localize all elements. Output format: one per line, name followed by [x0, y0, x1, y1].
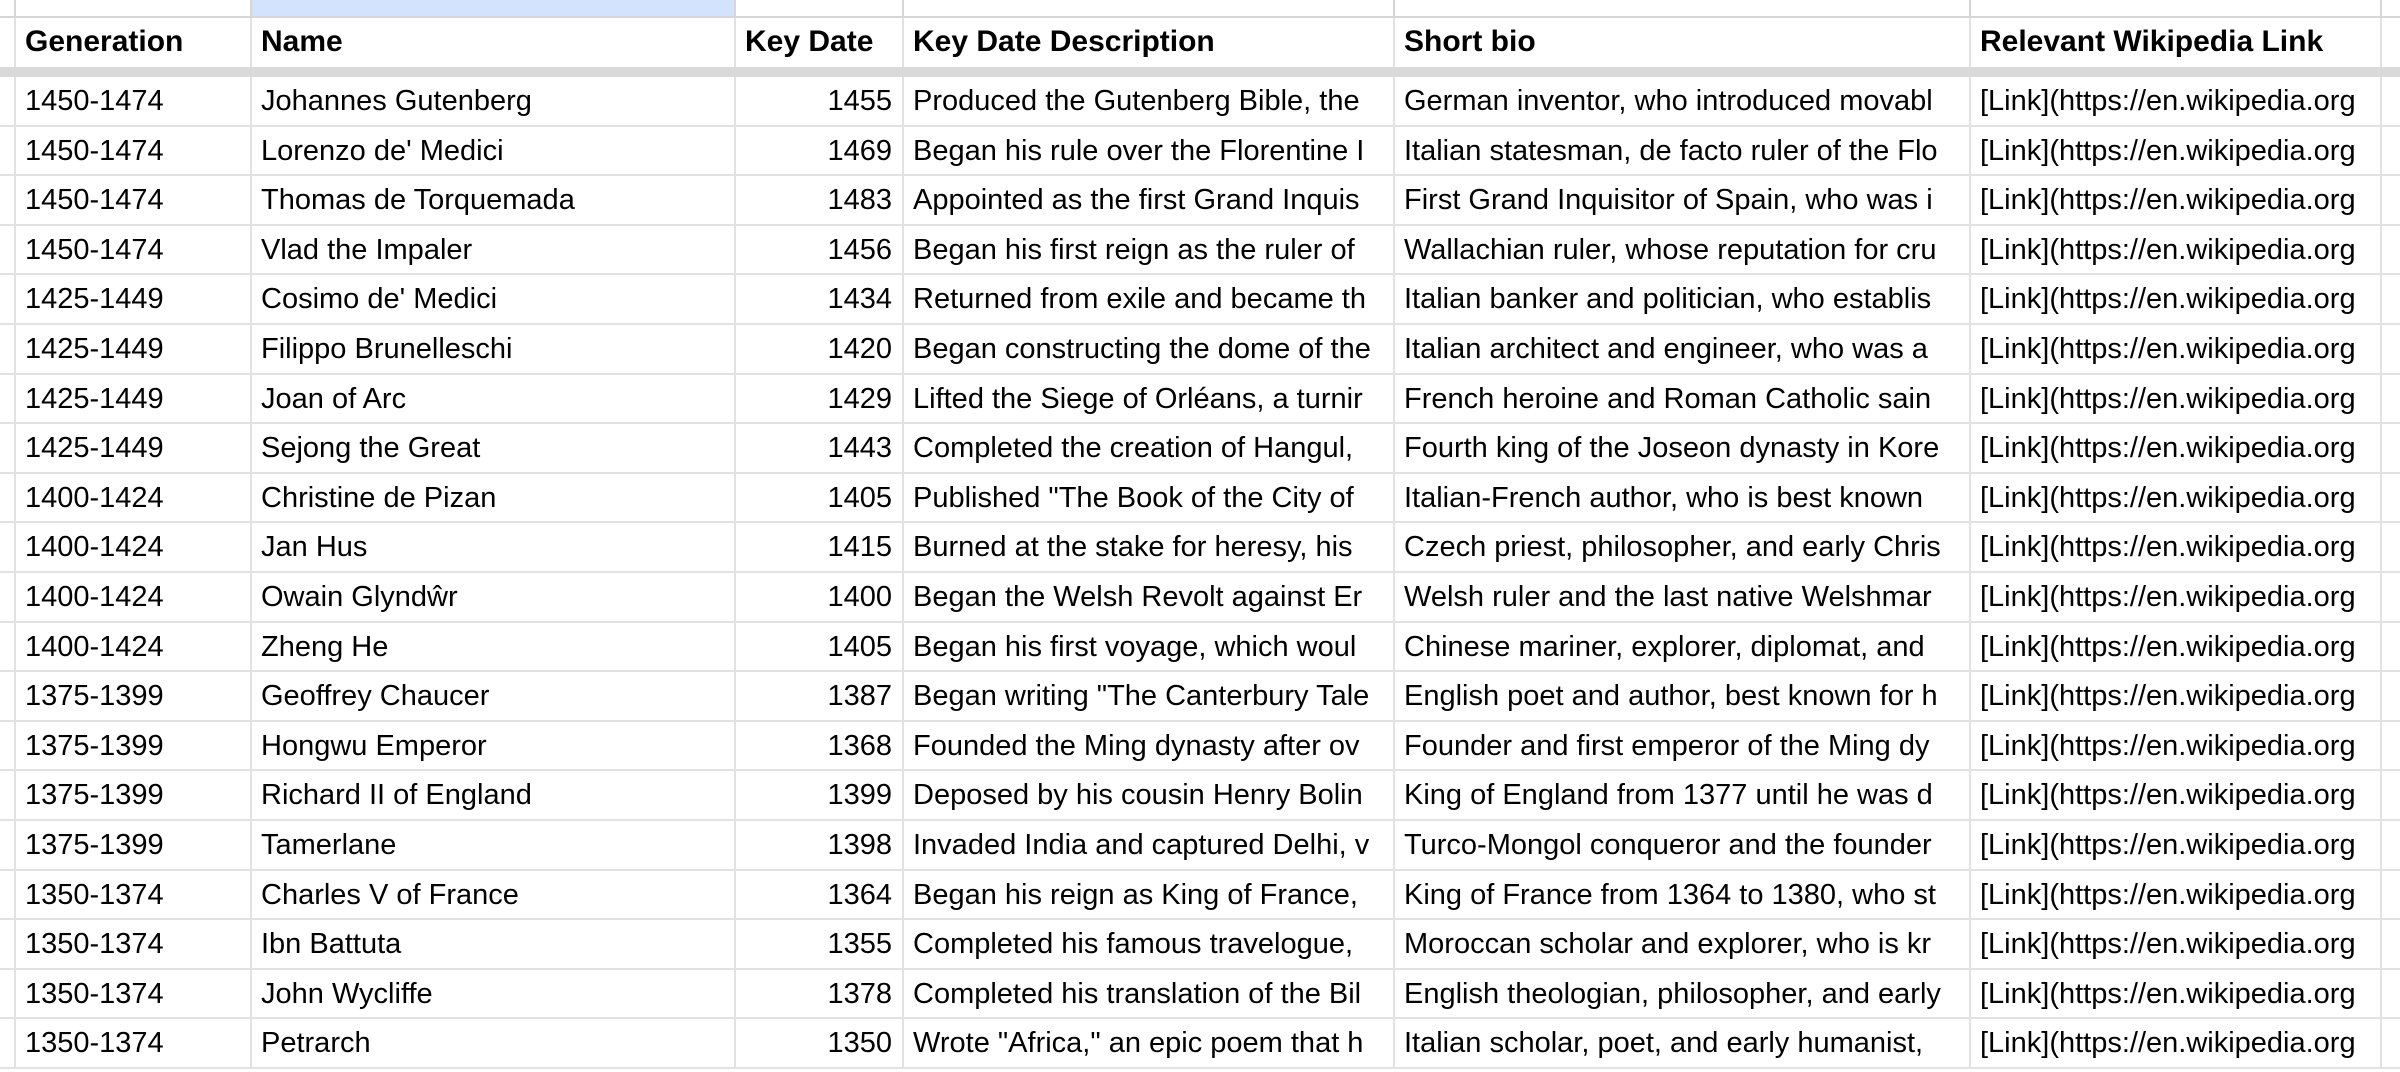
table-row [0, 474, 2400, 524]
cell-empty[interactable] [2382, 672, 2400, 720]
column-header-d[interactable] [904, 0, 1395, 16]
cell-key-date[interactable]: 1387 [736, 672, 904, 720]
cell-wikipedia-link[interactable]: [Link](https://en.wikipedia.org [1971, 325, 2382, 373]
cell-wikipedia-link[interactable]: [Link](https://en.wikipedia.org [1971, 424, 2382, 472]
column-header-strip [0, 0, 2400, 18]
header-cell-wikipedia-link[interactable]: Relevant Wikipedia Link [1971, 18, 2382, 67]
cell-wikipedia-link[interactable]: [Link](https://en.wikipedia.org [1971, 722, 2382, 770]
table-row [0, 1019, 2400, 1069]
row-number-gutter[interactable] [0, 970, 16, 1018]
cell-key-date-description[interactable]: Produced the Gutenberg Bible, the [904, 77, 1395, 125]
table-row [0, 325, 2400, 375]
cell-short-bio[interactable]: Italian statesman, de facto ruler of the Flo [1395, 127, 1971, 175]
cell-short-bio[interactable]: German inventor, who introduced movabl [1395, 77, 1971, 125]
column-header-b-selected[interactable] [252, 0, 736, 16]
row-number-gutter[interactable] [0, 176, 16, 224]
column-header-a[interactable] [16, 0, 252, 16]
cell-name[interactable]: Richard II of England [252, 771, 736, 819]
cell-name[interactable]: John Wycliffe [252, 970, 736, 1018]
cell-name[interactable]: Petrarch [252, 1019, 736, 1067]
cell-wikipedia-link[interactable]: [Link](https://en.wikipedia.org [1971, 920, 2382, 968]
cell-short-bio[interactable]: Welsh ruler and the last native Welshmar [1395, 573, 1971, 621]
cell-short-bio[interactable]: Italian architect and engineer, who was a [1395, 325, 1971, 373]
cell-short-bio[interactable]: English theologian, philosopher, and early [1395, 970, 1971, 1018]
cell-name[interactable]: Johannes Gutenberg [252, 77, 736, 125]
cell-key-date[interactable]: 1398 [736, 821, 904, 869]
row-number-gutter[interactable] [0, 672, 16, 720]
cell-generation[interactable]: 1400-1424 [16, 523, 252, 571]
row-number-gutter[interactable] [0, 375, 16, 423]
cell-key-date[interactable]: 1405 [736, 474, 904, 522]
cell-wikipedia-link[interactable]: [Link](https://en.wikipedia.org [1971, 474, 2382, 522]
cell-wikipedia-link[interactable]: [Link](https://en.wikipedia.org [1971, 871, 2382, 919]
cell-empty[interactable] [2382, 771, 2400, 819]
cell-wikipedia-link[interactable]: [Link](https://en.wikipedia.org [1971, 771, 2382, 819]
cell-short-bio[interactable]: Fourth king of the Joseon dynasty in Kore [1395, 424, 1971, 472]
frozen-row-divider[interactable] [0, 67, 2400, 77]
cell-short-bio[interactable]: English poet and author, best known for h [1395, 672, 1971, 720]
row-number-gutter[interactable] [0, 920, 16, 968]
cell-name[interactable]: Filippo Brunelleschi [252, 325, 736, 373]
header-cell-key-date[interactable]: Key Date [736, 18, 904, 67]
cell-key-date-description[interactable]: Burned at the stake for heresy, his [904, 523, 1395, 571]
cell-name[interactable]: Ibn Battuta [252, 920, 736, 968]
cell-empty[interactable] [2382, 474, 2400, 522]
cell-empty[interactable] [2382, 573, 2400, 621]
cell-key-date[interactable]: 1405 [736, 623, 904, 671]
cell-short-bio[interactable]: Czech priest, philosopher, and early Chris [1395, 523, 1971, 571]
cell-key-date[interactable]: 1368 [736, 722, 904, 770]
cell-key-date-description[interactable]: Began his rule over the Florentine I [904, 127, 1395, 175]
cell-generation[interactable]: 1375-1399 [16, 672, 252, 720]
row-number-gutter[interactable] [0, 623, 16, 671]
cell-generation[interactable]: 1400-1424 [16, 573, 252, 621]
cell-key-date[interactable]: 1415 [736, 523, 904, 571]
cell-key-date[interactable]: 1456 [736, 226, 904, 274]
cell-name[interactable]: Charles V of France [252, 871, 736, 919]
cell-wikipedia-link[interactable]: [Link](https://en.wikipedia.org [1971, 672, 2382, 720]
cell-key-date[interactable]: 1429 [736, 375, 904, 423]
cell-wikipedia-link[interactable]: [Link](https://en.wikipedia.org [1971, 176, 2382, 224]
cell-key-date-description[interactable]: Published "The Book of the City of [904, 474, 1395, 522]
cell-name[interactable]: Hongwu Emperor [252, 722, 736, 770]
header-cell-short-bio[interactable]: Short bio [1395, 18, 1971, 67]
cell-short-bio[interactable]: Italian banker and politician, who establis [1395, 275, 1971, 323]
column-header-g[interactable] [2382, 0, 2400, 16]
cell-key-date[interactable]: 1400 [736, 573, 904, 621]
cell-key-date[interactable]: 1434 [736, 275, 904, 323]
row-number-gutter[interactable] [0, 18, 16, 67]
cell-wikipedia-link[interactable]: [Link](https://en.wikipedia.org [1971, 970, 2382, 1018]
cell-wikipedia-link[interactable]: [Link](https://en.wikipedia.org [1971, 821, 2382, 869]
table-row [0, 77, 2400, 127]
cell-short-bio[interactable]: Italian scholar, poet, and early humanist, [1395, 1019, 1971, 1067]
cell-name[interactable]: Tamerlane [252, 821, 736, 869]
row-number-gutter[interactable] [0, 523, 16, 571]
row-number-gutter[interactable] [0, 722, 16, 770]
cell-wikipedia-link[interactable]: [Link](https://en.wikipedia.org [1971, 573, 2382, 621]
cell-short-bio[interactable]: Turco-Mongol conqueror and the founder [1395, 821, 1971, 869]
column-header-c[interactable] [736, 0, 904, 16]
cell-key-date-description[interactable]: Invaded India and captured Delhi, v [904, 821, 1395, 869]
cell-generation[interactable]: 1400-1424 [16, 623, 252, 671]
row-number-gutter[interactable] [0, 474, 16, 522]
table-row [0, 176, 2400, 226]
cell-generation[interactable]: 1350-1374 [16, 1019, 252, 1067]
cell-empty[interactable] [2382, 1019, 2400, 1067]
row-number-gutter[interactable] [0, 1019, 16, 1067]
cell-generation[interactable]: 1425-1449 [16, 325, 252, 373]
cell-generation[interactable]: 1450-1474 [16, 176, 252, 224]
cell-empty[interactable] [2382, 424, 2400, 472]
cell-key-date[interactable]: 1455 [736, 77, 904, 125]
cell-key-date-description[interactable]: Appointed as the first Grand Inquis [904, 176, 1395, 224]
cell-key-date-description[interactable]: Founded the Ming dynasty after ov [904, 722, 1395, 770]
table-row [0, 424, 2400, 474]
cell-empty[interactable] [2382, 871, 2400, 919]
row-number-gutter[interactable] [0, 771, 16, 819]
cell-key-date-description[interactable]: Completed his famous travelogue, [904, 920, 1395, 968]
table-row [0, 722, 2400, 772]
table-row [0, 771, 2400, 821]
cell-key-date-description[interactable]: Completed his translation of the Bil [904, 970, 1395, 1018]
cell-key-date-description[interactable]: Completed the creation of Hangul, [904, 424, 1395, 472]
row-number-gutter[interactable] [0, 226, 16, 274]
row-number-gutter[interactable] [0, 325, 16, 373]
cell-short-bio[interactable]: Moroccan scholar and explorer, who is kr [1395, 920, 1971, 968]
cell-key-date[interactable]: 1355 [736, 920, 904, 968]
cell-empty[interactable] [2382, 275, 2400, 323]
table-row [0, 523, 2400, 573]
table-row [0, 375, 2400, 425]
cell-generation[interactable]: 1450-1474 [16, 77, 252, 125]
cell-empty[interactable] [2382, 176, 2400, 224]
header-cell-key-date-description[interactable]: Key Date Description [904, 18, 1395, 67]
column-header-f[interactable] [1971, 0, 2382, 16]
table-row [0, 127, 2400, 177]
table-row [0, 623, 2400, 673]
row-number-gutter[interactable] [0, 871, 16, 919]
header-row [0, 18, 2400, 67]
header-cell-generation[interactable]: Generation [16, 18, 252, 67]
cell-empty[interactable] [2382, 127, 2400, 175]
cell-generation[interactable]: 1425-1449 [16, 375, 252, 423]
cell-key-date[interactable]: 1420 [736, 325, 904, 373]
cell-short-bio[interactable]: First Grand Inquisitor of Spain, who was i [1395, 176, 1971, 224]
cell-key-date[interactable]: 1469 [736, 127, 904, 175]
cell-wikipedia-link[interactable]: [Link](https://en.wikipedia.org [1971, 523, 2382, 571]
cell-empty[interactable] [2382, 523, 2400, 571]
row-number-gutter[interactable] [0, 821, 16, 869]
table-row [0, 970, 2400, 1020]
select-all-corner[interactable] [0, 0, 16, 16]
cell-key-date[interactable]: 1443 [736, 424, 904, 472]
cell-name[interactable]: Zheng He [252, 623, 736, 671]
cell-empty[interactable] [2382, 970, 2400, 1018]
cell-wikipedia-link[interactable]: [Link](https://en.wikipedia.org [1971, 275, 2382, 323]
row-number-gutter[interactable] [0, 424, 16, 472]
cell-key-date-description[interactable]: Began his first reign as the ruler of [904, 226, 1395, 274]
cell-wikipedia-link[interactable]: [Link](https://en.wikipedia.org [1971, 375, 2382, 423]
cell-generation[interactable]: 1375-1399 [16, 821, 252, 869]
cell-key-date-description[interactable]: Began the Welsh Revolt against Er [904, 573, 1395, 621]
cell-name[interactable]: Geoffrey Chaucer [252, 672, 736, 720]
cell-key-date[interactable]: 1483 [736, 176, 904, 224]
header-cell-empty[interactable] [2382, 18, 2400, 67]
table-row [0, 275, 2400, 325]
cell-short-bio[interactable]: Italian-French author, who is best known [1395, 474, 1971, 522]
table-row [0, 920, 2400, 970]
row-number-gutter[interactable] [0, 275, 16, 323]
cell-name[interactable]: Owain Glyndŵr [252, 573, 736, 621]
table-row [0, 821, 2400, 871]
cell-short-bio[interactable]: French heroine and Roman Catholic sain [1395, 375, 1971, 423]
column-header-e[interactable] [1395, 0, 1971, 16]
cell-generation[interactable]: 1425-1449 [16, 424, 252, 472]
cell-empty[interactable] [2382, 325, 2400, 373]
cell-generation[interactable]: 1450-1474 [16, 226, 252, 274]
table-row [0, 573, 2400, 623]
cell-empty[interactable] [2382, 722, 2400, 770]
cell-generation[interactable]: 1350-1374 [16, 920, 252, 968]
cell-short-bio[interactable]: Founder and first emperor of the Ming dy [1395, 722, 1971, 770]
cell-empty[interactable] [2382, 920, 2400, 968]
cell-empty[interactable] [2382, 821, 2400, 869]
cell-short-bio[interactable]: King of France from 1364 to 1380, who st [1395, 871, 1971, 919]
cell-wikipedia-link[interactable]: [Link](https://en.wikipedia.org [1971, 623, 2382, 671]
cell-key-date-description[interactable]: Returned from exile and became th [904, 275, 1395, 323]
cell-name[interactable]: Vlad the Impaler [252, 226, 736, 274]
cell-generation[interactable]: 1400-1424 [16, 474, 252, 522]
cell-empty[interactable] [2382, 623, 2400, 671]
row-number-gutter[interactable] [0, 127, 16, 175]
cell-key-date[interactable]: 1364 [736, 871, 904, 919]
cell-key-date-description[interactable]: Began writing "The Canterbury Tale [904, 672, 1395, 720]
cell-key-date[interactable]: 1399 [736, 771, 904, 819]
row-number-gutter[interactable] [0, 573, 16, 621]
table-row [0, 226, 2400, 276]
cell-wikipedia-link[interactable]: [Link](https://en.wikipedia.org [1971, 1019, 2382, 1067]
cell-key-date[interactable]: 1350 [736, 1019, 904, 1067]
table-row [0, 871, 2400, 921]
cell-generation[interactable]: 1350-1374 [16, 970, 252, 1018]
cell-key-date-description[interactable]: Began constructing the dome of the [904, 325, 1395, 373]
cell-generation[interactable]: 1375-1399 [16, 771, 252, 819]
cell-empty[interactable] [2382, 226, 2400, 274]
cell-key-date-description[interactable]: Wrote "Africa," an epic poem that h [904, 1019, 1395, 1067]
cell-wikipedia-link[interactable]: [Link](https://en.wikipedia.org [1971, 77, 2382, 125]
cell-key-date-description[interactable]: Began his reign as King of France, [904, 871, 1395, 919]
cell-key-date-description[interactable]: Lifted the Siege of Orléans, a turnir [904, 375, 1395, 423]
cell-key-date[interactable]: 1378 [736, 970, 904, 1018]
cell-name[interactable]: Cosimo de' Medici [252, 275, 736, 323]
cell-wikipedia-link[interactable]: [Link](https://en.wikipedia.org [1971, 226, 2382, 274]
cell-generation[interactable]: 1425-1449 [16, 275, 252, 323]
table-row [0, 672, 2400, 722]
cell-name[interactable]: Sejong the Great [252, 424, 736, 472]
cell-key-date-description[interactable]: Began his first voyage, which woul [904, 623, 1395, 671]
cell-name[interactable]: Lorenzo de' Medici [252, 127, 736, 175]
cell-short-bio[interactable]: Wallachian ruler, whose reputation for cru [1395, 226, 1971, 274]
row-number-gutter[interactable] [0, 77, 16, 125]
cell-short-bio[interactable]: Chinese mariner, explorer, diplomat, and [1395, 623, 1971, 671]
cell-key-date-description[interactable]: Deposed by his cousin Henry Bolin [904, 771, 1395, 819]
cell-generation[interactable]: 1375-1399 [16, 722, 252, 770]
cell-name[interactable]: Joan of Arc [252, 375, 736, 423]
cell-name[interactable]: Christine de Pizan [252, 474, 736, 522]
cell-generation[interactable]: 1450-1474 [16, 127, 252, 175]
cell-name[interactable]: Jan Hus [252, 523, 736, 571]
header-cell-name[interactable]: Name [252, 18, 736, 67]
cell-empty[interactable] [2382, 77, 2400, 125]
cell-generation[interactable]: 1350-1374 [16, 871, 252, 919]
cell-name[interactable]: Thomas de Torquemada [252, 176, 736, 224]
cell-wikipedia-link[interactable]: [Link](https://en.wikipedia.org [1971, 127, 2382, 175]
cell-short-bio[interactable]: King of England from 1377 until he was d [1395, 771, 1971, 819]
cell-empty[interactable] [2382, 375, 2400, 423]
